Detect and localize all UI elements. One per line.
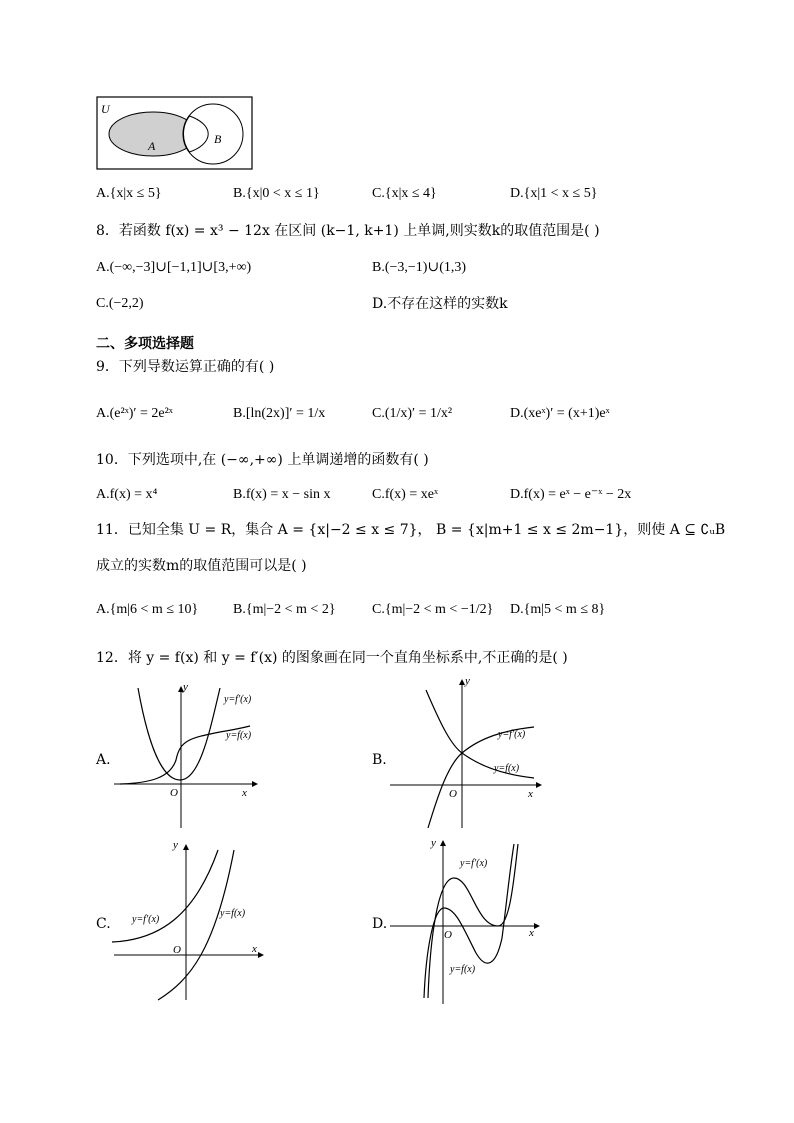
f-label: y=f(x) bbox=[226, 730, 252, 741]
q11-stem-line1: 11．已知全集 U = R，集合 A = {x|−2 ≤ x ≤ 7}， B = {x|m+1 ≤ x ≤ 2m−1}，则使 A ⊆ ∁ᵤB bbox=[96, 522, 726, 538]
q8-option-b: B.(−3,−1)∪(1,3) bbox=[372, 260, 467, 275]
graph-b bbox=[386, 675, 546, 830]
q12-option-d-label: D. bbox=[372, 916, 388, 932]
x-axis-label: x bbox=[242, 787, 247, 799]
venn-label-a: A bbox=[148, 139, 156, 153]
origin-label: O bbox=[173, 944, 181, 956]
curve-fprime bbox=[138, 688, 220, 780]
q8-option-c: C.(−2,2) bbox=[96, 296, 144, 311]
origin-label: O bbox=[449, 788, 457, 800]
fprime-label: y=f′(x) bbox=[224, 694, 252, 705]
q11-option-a: A.{m|6 < m ≤ 10} bbox=[96, 602, 199, 617]
q8-option-a: A.(−∞,−3]∪[−1,1]∪[3,+∞) bbox=[96, 260, 252, 275]
f-label: y=f(x) bbox=[220, 908, 246, 919]
q9-option-a: A.(e²ˣ)′ = 2e²ˣ bbox=[96, 406, 173, 421]
f-label: y=f(x) bbox=[494, 763, 520, 774]
x-axis-label: x bbox=[252, 943, 257, 955]
section-title: 二、多项选择题 bbox=[96, 336, 194, 352]
venn-label-u: U bbox=[101, 102, 110, 116]
q7-option-a: A.{x|x ≤ 5} bbox=[96, 186, 162, 201]
q11-option-c: C.{m|−2 < m < −1/2} bbox=[372, 602, 494, 617]
fprime-label: y=f′(x) bbox=[132, 914, 160, 925]
q12-stem: 12．将 y = f(x) 和 y = f′(x) 的图象画在同一个直角坐标系中,不正确的是( ) bbox=[96, 650, 568, 666]
y-axis-label: y bbox=[173, 840, 178, 851]
q10-option-c: C.f(x) = xeˣ bbox=[372, 487, 438, 502]
f-label: y=f(x) bbox=[450, 964, 476, 975]
x-axis-label: x bbox=[529, 927, 534, 939]
q10-option-d: D.f(x) = eˣ − e⁻ˣ − 2x bbox=[510, 487, 632, 502]
q12-option-c-label: C. bbox=[96, 916, 111, 932]
q11-option-d: D.{m|5 < m ≤ 8} bbox=[510, 602, 606, 617]
x-axis-arrow bbox=[258, 952, 264, 958]
x-axis-arrow bbox=[534, 923, 540, 929]
curve-fprime bbox=[112, 850, 218, 942]
curve-f bbox=[158, 850, 234, 1000]
graph-c bbox=[110, 840, 265, 1005]
y-axis-arrow bbox=[183, 844, 189, 850]
q8-stem: 8．若函数 f(x) = x³ − 12x 在区间 (k−1, k+1) 上单调,则实数k的取值范围是( ) bbox=[96, 223, 600, 239]
q7-option-d: D.{x|1 < x ≤ 5} bbox=[510, 186, 598, 201]
origin-label: O bbox=[444, 929, 452, 941]
curve-fprime bbox=[428, 727, 534, 828]
q11-option-b: B.{m|−2 < m < 2} bbox=[233, 602, 336, 617]
graph-a bbox=[110, 680, 260, 830]
q9-option-b: B.[ln(2x)]′ = 1/x bbox=[233, 406, 326, 421]
x-axis-label: x bbox=[528, 788, 533, 800]
q9-option-d: D.(xeˣ)′ = (x+1)eˣ bbox=[510, 406, 610, 421]
q10-stem: 10．下列选项中,在 (−∞,+∞) 上单调递增的函数有( ) bbox=[96, 452, 429, 468]
venn-label-b: B bbox=[214, 132, 222, 146]
y-axis-label: y bbox=[465, 675, 470, 687]
y-axis-label: y bbox=[431, 838, 436, 849]
q11-stem-line2: 成立的实数m的取值范围可以是( ) bbox=[96, 558, 307, 574]
q9-stem: 9．下列导数运算正确的有( ) bbox=[96, 359, 275, 375]
q10-option-b: B.f(x) = x − sin x bbox=[233, 487, 331, 502]
venn-diagram bbox=[96, 96, 254, 172]
y-axis-label: y bbox=[183, 681, 188, 693]
fprime-label: y=f′(x) bbox=[460, 858, 488, 869]
fprime-label: y=f′(x) bbox=[498, 729, 526, 740]
q7-option-c: C.{x|x ≤ 4} bbox=[372, 186, 437, 201]
y-axis-arrow bbox=[440, 840, 446, 846]
graph-d bbox=[386, 838, 546, 1006]
q12-option-a-label: A. bbox=[96, 752, 111, 768]
origin-label: O bbox=[170, 787, 178, 799]
q12-option-b-label: B. bbox=[372, 752, 387, 768]
q9-option-c: C.(1/x)′ = 1/x² bbox=[372, 406, 453, 421]
q8-option-d: D.不存在这样的实数k bbox=[372, 296, 508, 312]
q7-option-b: B.{x|0 < x ≤ 1} bbox=[233, 186, 320, 201]
x-axis-arrow bbox=[536, 782, 542, 788]
x-axis-arrow bbox=[252, 781, 258, 787]
q10-option-a: A.f(x) = x⁴ bbox=[96, 487, 158, 502]
